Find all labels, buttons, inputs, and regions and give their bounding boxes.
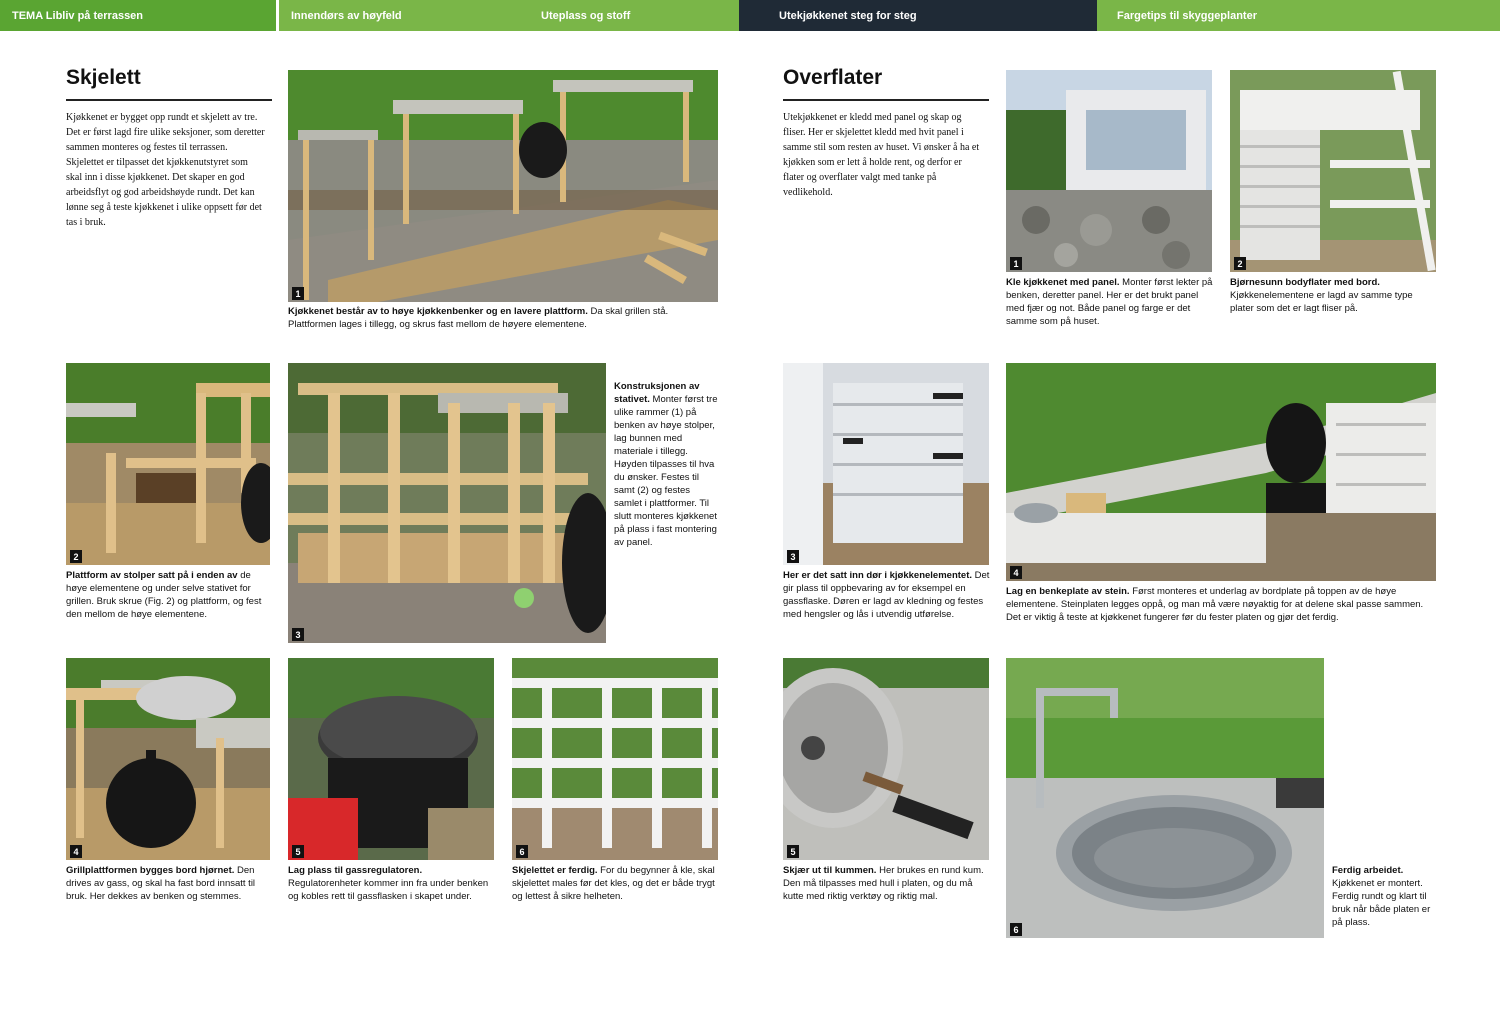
caption-right-photo-3-lead: Her er det satt inn dør i kjøkkenelementet. [783, 570, 972, 581]
caption-photo-5 [288, 864, 494, 903]
caption-right-photo-1 [1006, 276, 1214, 328]
caption-right-photo-1-lead: Kle kjøkkenet med panel. [1006, 277, 1120, 288]
photo-skeleton-overview [288, 70, 718, 302]
caption-photo-5-text: Regulatorenheter kommer inn fra under benken og kobles rett til gassflasken i skapet under. [288, 878, 489, 902]
caption-photo-2-lead: Plattform av stolper satt på i enden av [66, 570, 238, 581]
photo-cabinet-door [783, 363, 989, 565]
caption-right-photo-6 [1332, 864, 1442, 929]
caption-photo-4-lead: Grillplattformen bygges bord hjørnet. [66, 865, 235, 876]
photo-finished-sink [1006, 658, 1324, 938]
caption-photo-1 [288, 305, 718, 331]
caption-right-photo-5-lead: Skjær ut til kummen. [783, 865, 877, 876]
nav-tab-0[interactable]: TEMA Libliv på terrassen [0, 0, 276, 31]
photo-house-panel [1006, 70, 1212, 272]
caption-right-photo-4-text: Først monteres et underlag av bordplate på toppen av de høye elementene. Steinplaten legges oppå, og man må være nøyaktig for at delene skal passe sammen. Det er viktig å teste at kjøkkenet fungerer før du fester platen og gjør det ferdig. [1006, 586, 1424, 623]
photo-panel-cladding [1230, 70, 1436, 272]
caption-photo-1-text: Da skal grillen stå. Plattformen lages i tillegg, og skrus fast mellom de høyere elementene. [288, 306, 669, 330]
caption-photo-1-lead: Kjøkkenet består av to høye kjøkkenbenker og en lavere plattform. [288, 306, 588, 317]
photo-platform-stolper [66, 363, 270, 565]
caption-photo-6 [512, 864, 718, 903]
caption-right-photo-4-lead: Lag en benkeplate av stein. [1006, 586, 1130, 597]
photo-number-badge: 3 [292, 628, 304, 641]
photo-number-badge: 2 [1234, 257, 1246, 270]
caption-right-photo-2-lead: Bjørnesunn bodyflater med bord. [1230, 277, 1380, 288]
caption-side-text: Monter først tre ulike rammer (1) på benken av høye stolper, lag bunnen med materiale i tillegg. Høyden tilpasses til hva du ønsker. Festes til samt (2) og festes samlet i plattformer. Til slutt monteres kjøkkenet på plass i fast montering av panel. [614, 394, 718, 548]
title-rule [66, 99, 272, 101]
photo-number-badge: 5 [292, 845, 304, 858]
nav-tab-1[interactable]: Innendørs av høyfeld [279, 0, 529, 31]
photo-grill-platform [66, 658, 270, 860]
photo-stone-countertop [1006, 363, 1436, 581]
nav-tab-2[interactable]: Uteplass og stoff [529, 0, 739, 31]
nav-tab-4[interactable]: Fargetips til skyggeplanter [1097, 0, 1500, 31]
caption-right-photo-2 [1230, 276, 1438, 315]
section-title-skjelett: Skjelett [66, 66, 141, 89]
photo-number-badge: 6 [516, 845, 528, 858]
photo-number-badge: 5 [787, 845, 799, 858]
caption-photo-5-lead: Lag plass til gassregulatoren. [288, 865, 423, 876]
photo-number-badge: 4 [1010, 566, 1022, 579]
photo-gas-regulator [288, 658, 494, 860]
caption-right-photo-2-text: Kjøkkenelementene er lagd av samme type plater som det er lagt fliser på. [1230, 290, 1413, 314]
photo-number-badge: 1 [292, 287, 304, 300]
caption-right-photo-6-lead: Ferdig arbeidet. [1332, 865, 1404, 876]
title-rule [783, 99, 989, 101]
photo-frame-construction [288, 363, 606, 643]
caption-photo-2-text: de høye elementene og under selve stativet for grillen. Bruk skrue (Fig. 2) og plattform, og fest den mellom de høye elementene. [66, 570, 262, 620]
intro-text: Utekjøkkenet er kledd med panel og skap og fliser. Her er skjelettet kledd med hvit panel i samme stil som resten av huset. Vi ønsker å ha et kjøkken som er lett å holde rent, og derfor er flater og overflater valgt med tanke på vedlikehold. [783, 112, 980, 198]
caption-right-photo-3-text: Det gir plass til oppbevaring av for eksempel en gassflaske. Døren er lagd av kledning og festes med hengsler og lås i utvendig utførelse. [783, 570, 990, 620]
photo-number-badge: 4 [70, 845, 82, 858]
caption-photo-6-text: For du begynner å kle, skal skjelettet males før det kles, og det er både trygt og lettest å sikre helheten. [512, 865, 715, 902]
photo-number-badge: 2 [70, 550, 82, 563]
photo-sink-cutout [783, 658, 989, 860]
photo-number-badge: 1 [1010, 257, 1022, 270]
caption-photo-4-text: Den drives av gass, og skal ha fast bord innsatt til bruk. Her dekkes av benken og stemmes. [66, 865, 256, 902]
intro-text: Kjøkkenet er bygget opp rundt et skjelett av tre. Det er først lagd fire ulike seksjoner, som deretter sammen monteres og festes til terrassen. Skjelettet er tilpasset det kjøkkenutstyret som skal inn i disse kjøkkenet. Det skaper en god arbeidsflyt og god arbeidshøyde rundt. Det kan lønne seg å teste kjøkkenet i ulike oppsett før det tas i bruk. [66, 112, 265, 228]
caption-photo-6-lead: Skjelettet er ferdig. [512, 865, 598, 876]
caption-right-photo-4 [1006, 585, 1436, 624]
caption-side-lead: Konstruksjonen av stativet. [614, 381, 700, 405]
caption-right-photo-6-text: Kjøkkenet er montert. Ferdig rundt og klart til bruk når både platen er på plass. [1332, 878, 1431, 928]
photo-number-badge: 6 [1010, 923, 1022, 936]
caption-photo-4 [66, 864, 272, 903]
caption-photo-2 [66, 569, 272, 621]
section-nav [0, 0, 1500, 31]
caption-side-construction [614, 380, 718, 549]
photo-number-badge: 3 [787, 550, 799, 563]
caption-right-photo-5-text: Her brukes en rund kum. Den må tilpasses med hull i platen, og du må kutte med riktig verktøy og riktig mal. [783, 865, 984, 902]
caption-right-photo-3 [783, 569, 991, 621]
section-title-overflater: Overflater [783, 66, 883, 89]
photo-painted-skeleton [512, 658, 718, 860]
caption-right-photo-5 [783, 864, 991, 903]
nav-tab-3-active[interactable]: Utekjøkkenet steg for steg [739, 0, 1097, 31]
caption-right-photo-1-text: Monter først lekter på benken, deretter panel. Her er det brukt panel med fjær og not. Både panel og farge er det samme som på huset. [1006, 277, 1213, 327]
